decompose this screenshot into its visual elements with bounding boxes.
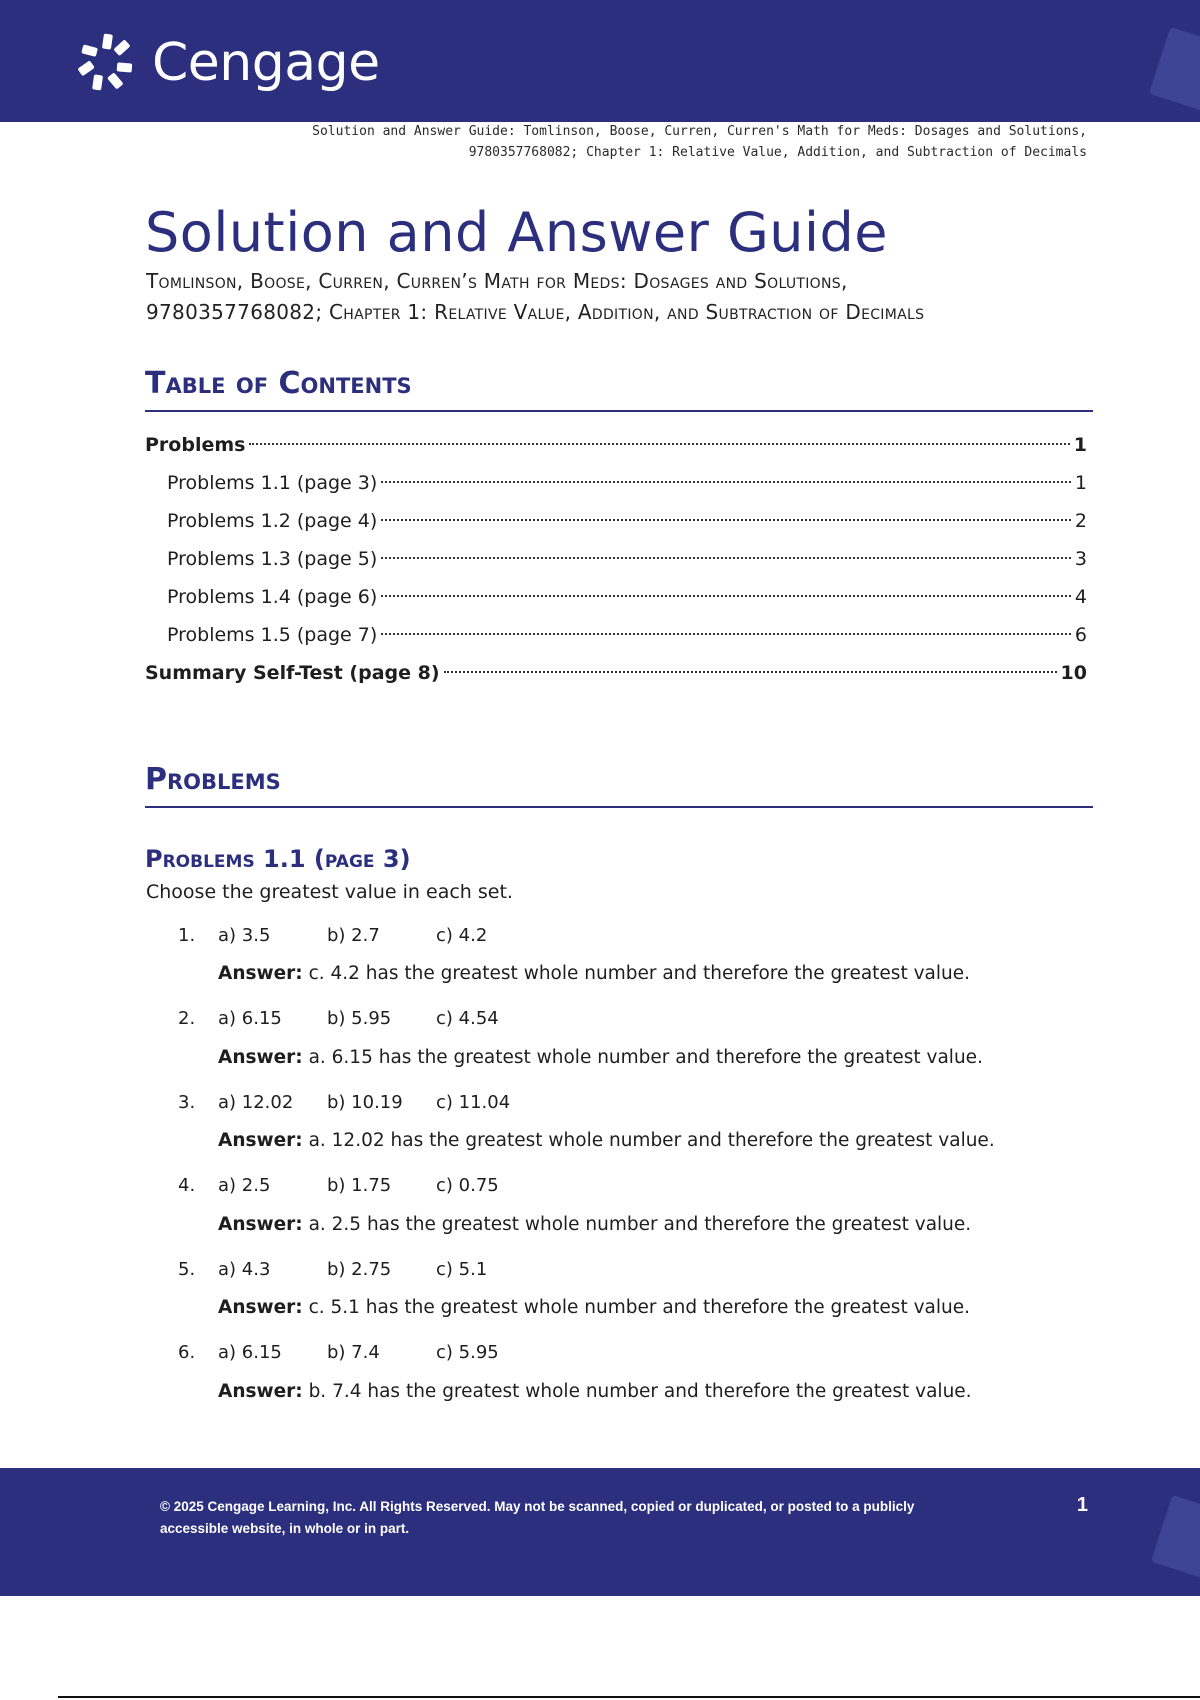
header-band <box>0 0 1200 122</box>
toc-entry-page: 6 <box>1074 624 1087 646</box>
problem-number: 2. <box>178 1008 196 1029</box>
answer-label: Answer: <box>218 1297 303 1318</box>
answer <box>218 1036 1078 1080</box>
toc-leader <box>444 671 1057 673</box>
problem-item <box>178 1336 1078 1420</box>
problem-options <box>178 1169 1078 1203</box>
page-number: 1 <box>1076 1494 1088 1516</box>
problem-number: 4. <box>178 1175 196 1196</box>
subtitle-line-2: 9780357768082; Chapter 1: Relative Value, Addition, and Subtraction of Decimals <box>146 300 925 324</box>
table-of-contents <box>145 426 1087 692</box>
answer <box>218 1203 1078 1247</box>
problem-item <box>178 1169 1078 1253</box>
option-b: b) 10.19 <box>327 1091 403 1113</box>
toc-entry-label: Problems 1.5 (page 7) <box>167 624 378 646</box>
option-c: c) 0.75 <box>436 1175 499 1196</box>
answer-text: a. 6.15 has the greatest whole number and therefore the greatest value. <box>308 1046 983 1068</box>
answer <box>218 1286 1078 1330</box>
cengage-mark-icon <box>74 30 140 96</box>
toc-entry-page: 1 <box>1074 472 1087 494</box>
toc-entry-page: 1 <box>1073 434 1087 456</box>
brand-name: Cengage <box>152 33 380 93</box>
toc-entry-label: Problems <box>145 434 246 456</box>
toc-entry[interactable] <box>145 578 1087 616</box>
option-a: a) 4.3 <box>218 1258 271 1280</box>
toc-entry-label: Problems 1.1 (page 3) <box>167 472 378 494</box>
copyright-line-2: accessible website, in whole or in part. <box>160 1521 410 1536</box>
answer-label: Answer: <box>218 963 303 984</box>
problem-options <box>178 1252 1078 1286</box>
toc-entry[interactable] <box>145 464 1087 502</box>
answer-text: a. 12.02 has the greatest whole number and therefore the greatest value. <box>308 1130 995 1151</box>
toc-leader <box>381 557 1071 559</box>
answer <box>218 952 1078 996</box>
option-a: a) 6.15 <box>218 1342 282 1363</box>
problem-number: 1. <box>178 924 196 946</box>
problem-number: 6. <box>178 1342 196 1363</box>
problem-item <box>178 918 1078 1002</box>
corner-decoration <box>1149 27 1200 115</box>
toc-entry-label: Problems 1.3 (page 5) <box>167 548 378 570</box>
option-c: c) 5.95 <box>436 1342 499 1363</box>
answer-text: a. 2.5 has the greatest whole number and therefore the greatest value. <box>308 1213 972 1235</box>
problem-number: 5. <box>178 1258 196 1280</box>
option-b: b) 2.7 <box>327 924 380 946</box>
answer-text: b. 7.4 has the greatest whole number and therefore the greatest value. <box>308 1380 972 1402</box>
copyright-line-1: © 2025 Cengage Learning, Inc. All Rights Reserved. May not be scanned, copied or duplicated, or posted to a publicly <box>160 1499 915 1514</box>
option-c: c) 4.2 <box>436 924 488 946</box>
toc-entry-page: 3 <box>1074 548 1087 570</box>
toc-leader <box>249 443 1069 445</box>
instructions: Choose the greatest value in each set. <box>146 881 513 903</box>
problems-heading: Problems <box>145 760 1093 808</box>
running-head <box>187 121 1087 163</box>
toc-entry[interactable] <box>145 616 1087 654</box>
problem-item <box>178 1085 1078 1169</box>
toc-entry[interactable] <box>145 502 1087 540</box>
answer <box>218 1119 1078 1163</box>
option-b: b) 2.75 <box>327 1258 392 1280</box>
option-b: b) 7.4 <box>327 1342 380 1363</box>
document-subtitle <box>146 266 1106 328</box>
toc-entry-page: 4 <box>1074 586 1087 608</box>
toc-entry[interactable] <box>145 426 1087 464</box>
toc-entry-label: Summary Self-Test (page 8) <box>145 662 440 684</box>
option-a: a) 6.15 <box>218 1008 282 1029</box>
running-head-line-1: Solution and Answer Guide: Tomlinson, Boose, Curren, Curren's Math for Meds: Dosages and Solutions, <box>312 124 1087 139</box>
option-a: a) 3.5 <box>218 924 271 946</box>
problem-options <box>178 1336 1078 1370</box>
toc-entry-page: 10 <box>1060 662 1087 684</box>
option-c: c) 5.1 <box>436 1258 488 1280</box>
footer-band <box>0 1468 1200 1596</box>
toc-leader <box>381 595 1071 597</box>
toc-entry[interactable] <box>145 540 1087 578</box>
corner-decoration <box>1151 1495 1200 1583</box>
toc-heading: Table of Contents <box>145 364 1093 412</box>
cengage-logo[interactable] <box>74 30 380 96</box>
toc-entry[interactable] <box>145 654 1087 692</box>
answer-label: Answer: <box>218 1380 303 1402</box>
option-b: b) 1.75 <box>327 1175 392 1196</box>
running-head-line-2: 9780357768082; Chapter 1: Relative Value, Addition, and Subtraction of Decimals <box>468 145 1087 160</box>
answer-label: Answer: <box>218 1130 303 1151</box>
option-b: b) 5.95 <box>327 1008 392 1029</box>
bottom-rule <box>58 1696 1200 1698</box>
copyright-notice <box>160 1496 980 1540</box>
option-c: c) 11.04 <box>436 1091 511 1113</box>
problem-options <box>178 1085 1078 1119</box>
problem-list <box>178 918 1078 1419</box>
toc-leader <box>381 481 1071 483</box>
problem-item <box>178 1002 1078 1086</box>
problem-number: 3. <box>178 1091 196 1113</box>
option-a: a) 2.5 <box>218 1175 271 1196</box>
toc-entry-label: Problems 1.2 (page 4) <box>167 510 378 532</box>
toc-entry-page: 2 <box>1074 510 1087 532</box>
answer <box>218 1370 1078 1414</box>
answer-label: Answer: <box>218 1213 303 1235</box>
answer-text: c. 5.1 has the greatest whole number and therefore the greatest value. <box>308 1297 970 1318</box>
option-a: a) 12.02 <box>218 1091 294 1113</box>
problems-1-1-heading: Problems 1.1 (page 3) <box>145 845 411 873</box>
problem-options <box>178 1002 1078 1036</box>
toc-leader <box>381 633 1071 635</box>
toc-leader <box>381 519 1071 521</box>
option-c: c) 4.54 <box>436 1008 499 1029</box>
document-title: Solution and Answer Guide <box>145 201 889 264</box>
subtitle-line-1: Tomlinson, Boose, Curren, Curren’s Math for Meds: Dosages and Solutions, <box>146 269 848 293</box>
answer-text: c. 4.2 has the greatest whole number and therefore the greatest value. <box>308 963 970 984</box>
answer-label: Answer: <box>218 1046 303 1068</box>
toc-entry-label: Problems 1.4 (page 6) <box>167 586 378 608</box>
problem-item <box>178 1252 1078 1336</box>
problem-options <box>178 918 1078 952</box>
